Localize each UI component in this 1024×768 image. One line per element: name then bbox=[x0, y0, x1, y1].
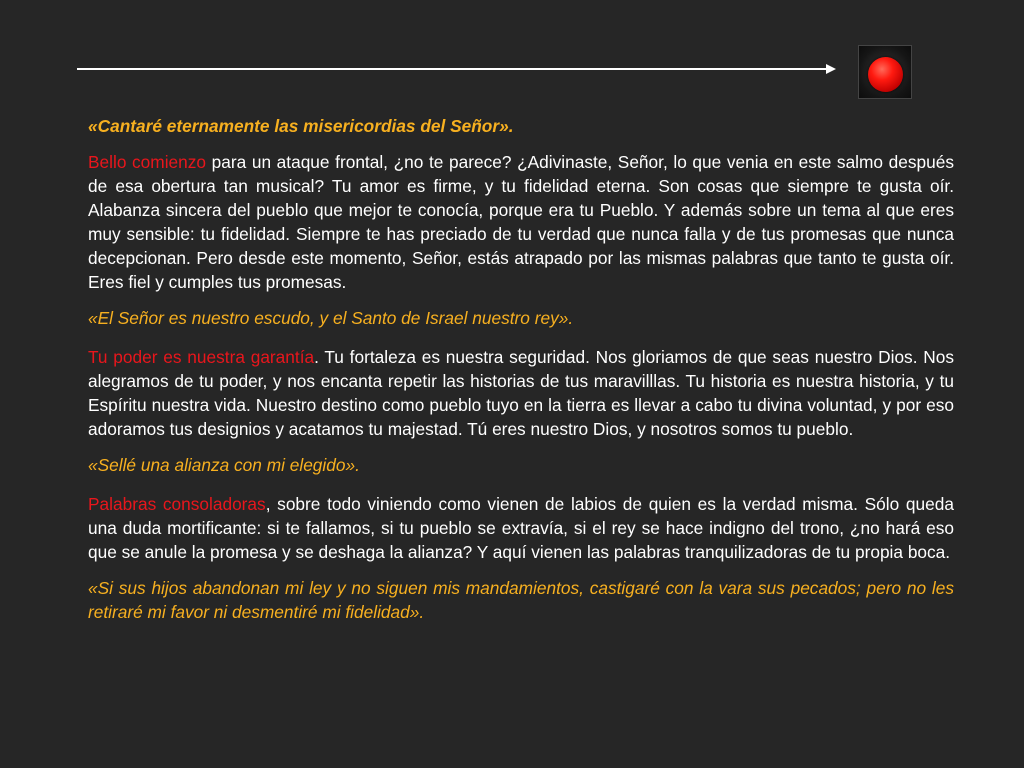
arrow-right-icon[interactable] bbox=[826, 64, 836, 74]
paragraph-1 bbox=[88, 150, 954, 294]
quote-2: «El Señor es nuestro escudo, y el Santo de Israel nuestro rey». bbox=[88, 308, 574, 328]
record-button[interactable] bbox=[858, 45, 912, 99]
record-icon bbox=[868, 57, 903, 92]
paragraph-2 bbox=[88, 345, 954, 441]
paragraph-3-text: , sobre todo viniendo como vienen de labios de quien es la verdad misma. Sólo queda una duda mortificante: si te fallamos, si tu pueblo se extravía, si el rey se hace indigno del trono, ¿no hará eso que se anule la promesa y se deshaga la alianza? Y aquí vienen las palabras tranquilizadoras de tu propia boca. bbox=[88, 494, 954, 562]
paragraph-1-text: para un ataque frontal, ¿no te parece? ¿Adivinaste, Señor, lo que venia en este salmo después de esa obertura tan musical? Tu amor es firme, y tu fidelidad eterna. Son cosas que siempre te gusta oír. Alabanza sincera del pueblo que mejor te conocía, porque era tu Pueblo. Y además sobre un tema al que eres muy sensible: tu fidelidad. Siempre te has preciado de tu verdad que nunca falla y de tus promesas que nunca decepcionan. Pero desde este momento, Señor, estás atrapado por las mismas palabras que tanto te gusta oír. Eres fiel y cumples tus promesas. bbox=[88, 152, 954, 292]
paragraph-1-highlight: Bello comienzo bbox=[88, 152, 207, 172]
nav-arrow-line bbox=[77, 68, 827, 70]
quote-3: «Sellé una alianza con mi elegido». bbox=[88, 455, 360, 475]
quote-4: «Si sus hijos abandonan mi ley y no siguen mis mandamientos, castigaré con la vara sus pecados; pero no les retiraré mi favor ni desmentiré mi fidelidad». bbox=[88, 578, 954, 622]
paragraph-3-highlight: Palabras consoladoras bbox=[88, 494, 266, 514]
text-content bbox=[88, 114, 954, 636]
paragraph-2-highlight: Tu poder es nuestra garantía bbox=[88, 347, 315, 367]
paragraph-2-text: . Tu fortaleza es nuestra seguridad. Nos gloriamos de que seas nuestro Dios. Nos alegramos de tu poder, y nos encanta repetir las historias de tus maravilllas. Tu historia es nuestra historia, y tu Espíritu nuestra vida. Nuestro destino como pueblo tuyo en la tierra es llevar a cabo tu divina voluntad, y por eso adoramos tus designios y acatamos tu majestad. Tú eres nuestro Dios, y nosotros somos tu pueblo. bbox=[88, 347, 954, 439]
paragraph-3 bbox=[88, 492, 954, 564]
quote-1: «Cantaré eternamente las misericordias del Señor». bbox=[88, 116, 514, 136]
